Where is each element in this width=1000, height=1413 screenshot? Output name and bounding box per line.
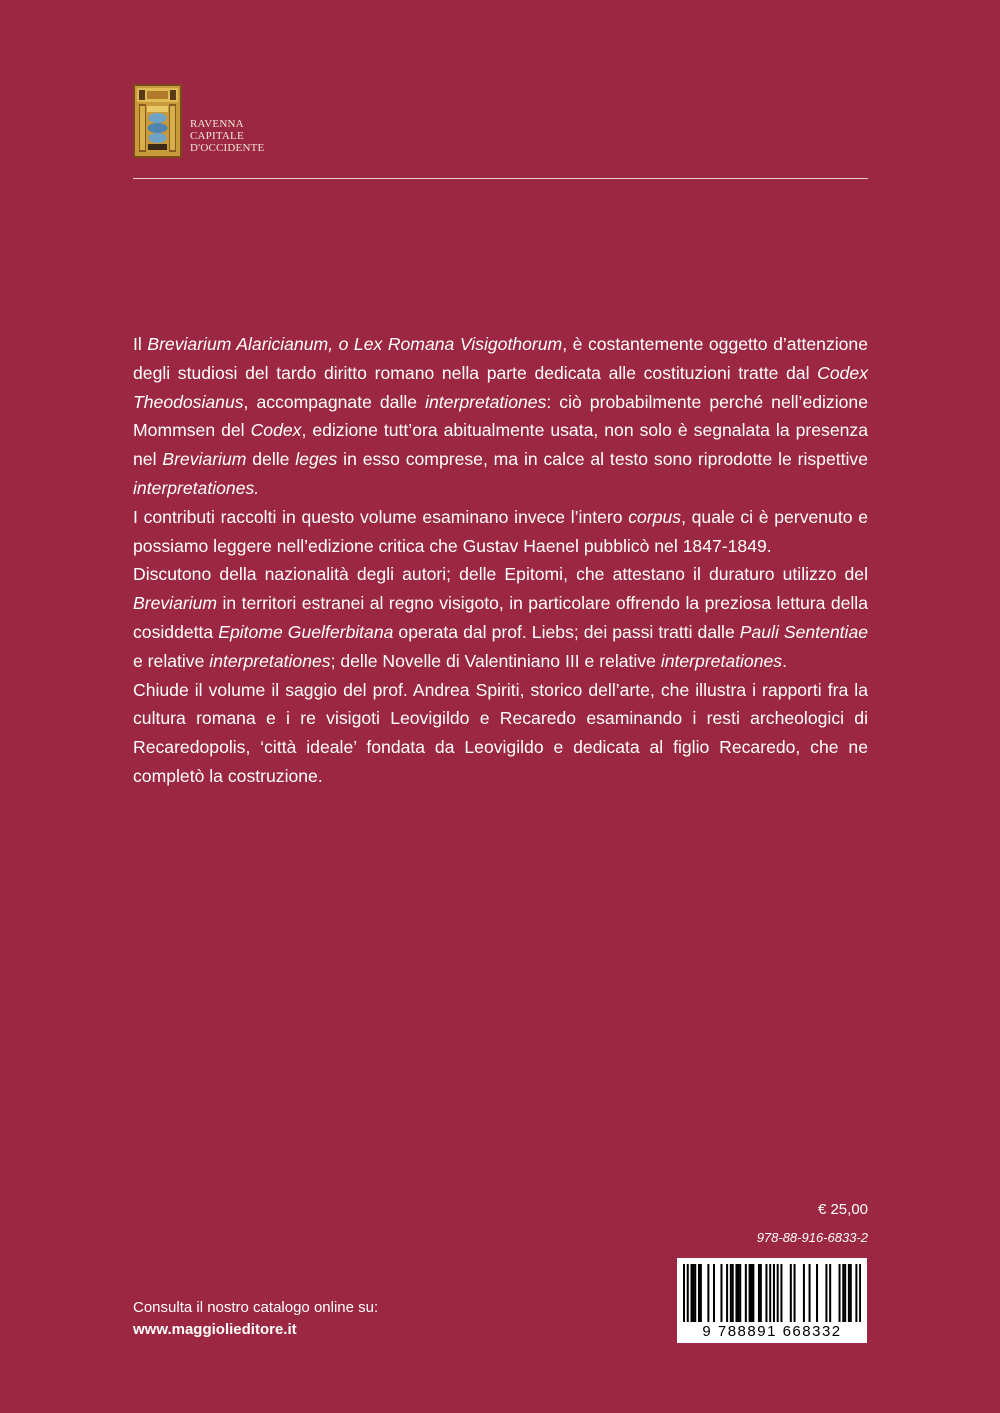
italic-term: interpretationes. bbox=[133, 477, 260, 498]
barcode-bar bbox=[848, 1264, 850, 1322]
blurb-text: : ciò probabilmente perché nell’edizione Mommsen del bbox=[133, 391, 868, 441]
blurb-text: , è costantemente oggetto d’attenzione degli studiosi del tardo diritto romano nella parte dedicata alle costituzioni tratte dal bbox=[133, 334, 868, 383]
header-divider bbox=[133, 178, 868, 179]
barcode-bar bbox=[760, 1264, 762, 1322]
barcode-bar bbox=[739, 1264, 741, 1322]
barcode-bar bbox=[713, 1264, 715, 1322]
barcode-bar bbox=[694, 1264, 696, 1322]
italic-term: Breviarium bbox=[133, 593, 218, 614]
series-name-line: CAPITALE bbox=[190, 130, 244, 142]
barcode-bar bbox=[745, 1264, 747, 1322]
barcode-bar bbox=[839, 1264, 841, 1322]
publisher-url[interactable]: www.maggiolieditore.it bbox=[133, 1321, 297, 1338]
series-name bbox=[190, 118, 264, 154]
barcode-bar bbox=[737, 1264, 739, 1322]
ean13-barcode bbox=[683, 1264, 861, 1322]
blurb-paragraph bbox=[133, 676, 868, 791]
barcode-bar bbox=[732, 1264, 734, 1322]
barcode-bar bbox=[829, 1264, 831, 1322]
barcode-bar bbox=[692, 1264, 694, 1322]
barcode-bar bbox=[765, 1264, 767, 1322]
italic-term: Codex bbox=[250, 420, 302, 441]
barcode-bar bbox=[769, 1264, 771, 1322]
blurb-paragraph bbox=[133, 330, 868, 503]
barcode-bar bbox=[735, 1264, 737, 1322]
barcode-bar bbox=[726, 1264, 728, 1322]
blurb-text: Discutono della nazionalità degli autori; delle Epitomi, che attestano il duraturo utilizzo del bbox=[133, 564, 868, 585]
isbn: 978-88-916-6833-2 bbox=[756, 1230, 868, 1245]
barcode-bar bbox=[780, 1264, 782, 1322]
barcode-bar bbox=[816, 1264, 818, 1322]
italic-term: Breviarium bbox=[162, 449, 247, 470]
back-cover-blurb bbox=[133, 330, 868, 791]
price: € 25,00 bbox=[817, 1201, 868, 1218]
blurb-text: I contributi raccolti in questo volume esaminano invece l’intero bbox=[133, 506, 629, 527]
barcode-bar bbox=[720, 1264, 722, 1322]
blurb-text: e relative bbox=[133, 650, 210, 671]
barcode-bar bbox=[794, 1264, 796, 1322]
ravenna-mosaic-icon bbox=[133, 84, 182, 158]
blurb-text: Il bbox=[133, 334, 148, 354]
barcode-bar bbox=[850, 1264, 852, 1322]
series-name-line: RAVENNA bbox=[190, 118, 244, 130]
italic-term: interpretationes bbox=[660, 650, 783, 671]
italic-term: Breviarium Alaricianum, o Lex Romana Visigothorum bbox=[147, 334, 563, 354]
catalog-line: Consulta il nostro catalogo online su: bbox=[133, 1299, 379, 1316]
blurb-text: . bbox=[782, 650, 787, 671]
barcode-digits: 9 788891 668332 bbox=[702, 1323, 842, 1340]
blurb-paragraph bbox=[133, 503, 868, 561]
barcode-bar bbox=[825, 1264, 827, 1322]
italic-term: corpus bbox=[628, 506, 682, 527]
barcode-bar bbox=[683, 1264, 685, 1322]
blurb-text: Chiude il volume il saggio del prof. Andrea Spiriti, storico dell’arte, che illustra i rapporti fra la cultura romana e i re visigoti Leovigildo e Recaredo esaminando i resti archeologici di Recaredopolis, ‘città ideale’ fondata da Leovigildo e dedicata al figlio Recaredo, che ne completò la costruzione. bbox=[133, 679, 868, 786]
barcode-bar bbox=[773, 1264, 775, 1322]
series-logo bbox=[133, 84, 264, 158]
barcode-bar bbox=[859, 1264, 861, 1322]
blurb-text: ; delle Novelle di Valentiniano III e relative bbox=[330, 650, 661, 671]
blurb-paragraph bbox=[133, 560, 868, 675]
barcode-bar bbox=[809, 1264, 811, 1322]
barcode-bar bbox=[749, 1264, 751, 1322]
italic-term: Epitome Guelferbitana bbox=[218, 621, 394, 642]
catalog-notice bbox=[133, 1297, 378, 1341]
barcode-bar bbox=[707, 1264, 709, 1322]
blurb-text: operata dal prof. Liebs; dei passi tratti dalle bbox=[393, 621, 740, 642]
blurb-text: in esso comprese, ma in calce al testo sono riprodotte le rispettive bbox=[337, 449, 869, 470]
blurb-text: delle bbox=[246, 449, 296, 470]
italic-term: leges bbox=[295, 449, 338, 470]
barcode-bar bbox=[855, 1264, 857, 1322]
barcode-bar bbox=[803, 1264, 805, 1322]
italic-term: interpretationes bbox=[209, 650, 331, 671]
italic-term: Pauli Sententiae bbox=[739, 621, 869, 642]
italic-term: interpretationes bbox=[425, 391, 547, 412]
blurb-text: , quale ci è pervenuto e possiamo leggere nell’edizione critica che Gustav Haenel pubblicò nel 1847-1849. bbox=[133, 506, 868, 556]
barcode-bar bbox=[758, 1264, 760, 1322]
barcode-bar bbox=[690, 1264, 692, 1322]
blurb-text: in territori estranei al regno visigoto, in particolare offrendo la preziosa lettura della cosiddetta bbox=[133, 593, 868, 642]
barcode-bar bbox=[750, 1264, 752, 1322]
blurb-text: , edizione tutt’ora abitualmente usata, non solo è segnalata la presenza nel bbox=[133, 420, 868, 470]
barcode-bar bbox=[790, 1264, 792, 1322]
barcode-bar bbox=[698, 1264, 700, 1322]
barcode bbox=[677, 1258, 867, 1343]
blurb-text: , accompagnate dalle bbox=[243, 391, 426, 412]
barcode-bar bbox=[844, 1264, 846, 1322]
barcode-bar bbox=[687, 1264, 689, 1322]
barcode-bar bbox=[777, 1264, 779, 1322]
series-name-line: D'OCCIDENTE bbox=[190, 142, 265, 154]
barcode-bar bbox=[730, 1264, 732, 1322]
barcode-bar bbox=[842, 1264, 844, 1322]
italic-term: Codex Theodosianus bbox=[133, 362, 868, 412]
barcode-bar bbox=[752, 1264, 754, 1322]
barcode-bar bbox=[700, 1264, 702, 1322]
